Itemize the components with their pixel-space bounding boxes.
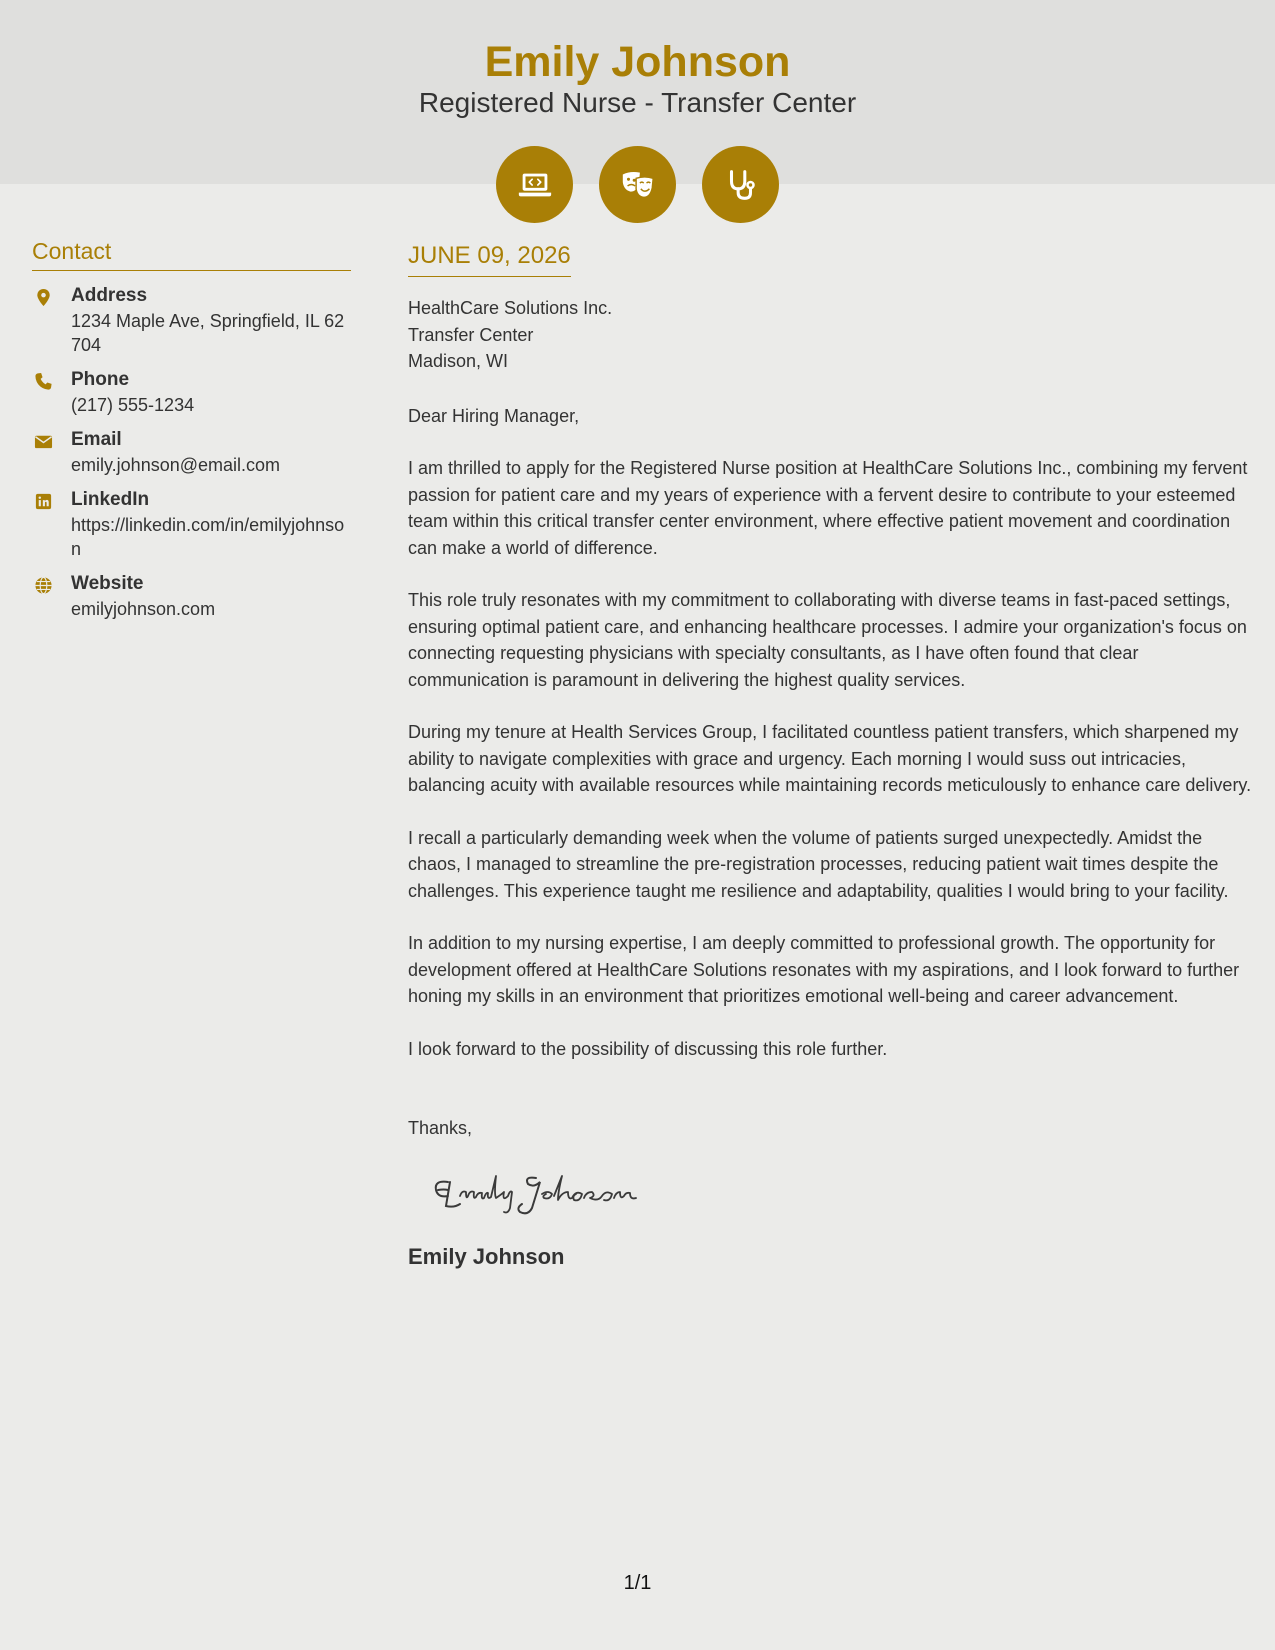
contact-section-title: Contact <box>32 236 351 271</box>
globe-icon <box>32 574 54 596</box>
contact-label-website: Website <box>71 573 144 594</box>
handwritten-signature <box>424 1162 664 1224</box>
recipient-block <box>408 295 1253 375</box>
applicant-name: Emily Johnson <box>484 38 791 86</box>
salutation: Dear Hiring Manager, <box>408 405 580 426</box>
page-number: 1/1 <box>623 1572 652 1594</box>
paragraph-6: I look forward to the possibility of discussing this role further. <box>408 1038 888 1059</box>
recipient-department: Transfer Center <box>408 324 534 345</box>
contact-label-phone: Phone <box>71 369 130 390</box>
contact-item-website <box>32 571 351 621</box>
contact-label-address: Address <box>71 285 148 306</box>
paragraph-5: In addition to my nursing expertise, I am deeply committed to professional growth. The opportunity for development offered at HealthCare Solutions resonates with my aspirations, and I look forward to further honing my skills in an environment that prioritizes emotional well-being and career advancement. <box>408 933 1240 1006</box>
recipient-location: Madison, WI <box>408 351 509 371</box>
location-pin-icon <box>32 286 54 308</box>
job-title: Registered Nurse - Transfer Center <box>418 87 857 118</box>
contact-list <box>32 283 351 621</box>
envelope-icon <box>32 430 54 452</box>
paragraph-1: I am thrilled to apply for the Registered Nurse position at HealthCare Solutions Inc., combining my fervent passion for patient care and my years of experience with a fervent desire to contribute to your esteemed team within this critical transfer center environment, where effective patient movement and coordination can make a world of difference. <box>408 458 1248 558</box>
closing: Thanks, <box>408 1118 473 1138</box>
laptop-code-icon <box>496 146 573 223</box>
contact-item-email <box>32 427 351 477</box>
contact-value-email: emily.johnson@email.com <box>71 455 281 475</box>
paragraph-3: During my tenure at Health Services Group, I facilitated countless patient transfers, which sharpened my ability to navigate complexities with grace and urgency. Each morning I would suss out intricacies, balancing acuity with available resources while maintaining records meticulously to enhance care delivery. <box>408 722 1252 795</box>
contact-item-phone <box>32 367 351 417</box>
contact-label-linkedin: LinkedIn <box>71 489 150 510</box>
letter-date: JUNE 09, 2026 <box>408 240 571 277</box>
theater-masks-icon <box>599 146 676 223</box>
signer-name: Emily Johnson <box>408 1243 565 1269</box>
contact-value-website[interactable]: emilyjohnson.com <box>71 599 216 619</box>
contact-value-phone: (217) 555-1234 <box>71 395 195 415</box>
contact-item-linkedin <box>32 487 351 561</box>
paragraph-4: I recall a particularly demanding week when the volume of patients surged unexpectedly. Amidst the chaos, I managed to streamline the pre-registration processes, reducing patient wait times despite the challenges. This experience taught me resilience and adaptability, qualities I would bring to your facility. <box>408 827 1229 901</box>
contact-item-address <box>32 283 351 357</box>
linkedin-icon <box>32 490 54 512</box>
contact-value-linkedin[interactable]: https://linkedin.com/in/emilyjohnson <box>71 515 345 559</box>
recipient-company: HealthCare Solutions Inc. <box>408 298 613 318</box>
phone-icon <box>32 370 54 392</box>
stethoscope-icon <box>702 146 779 223</box>
sidebar <box>32 236 351 631</box>
contact-value-address: 1234 Maple Ave, Springfield, IL 62704 <box>71 311 345 355</box>
paragraph-2: This role truly resonates with my commitment to collaborating with diverse teams in fast-paced settings, ensuring optimal patient care, and enhancing healthcare processes. I admire your organization's focus on connecting requesting physicians with specialty consultants, as I have often found that clear communication is paramount in delivering the highest quality services. <box>408 590 1247 690</box>
contact-label-email: Email <box>71 429 122 450</box>
header-icons <box>0 146 1275 223</box>
letter-body <box>408 240 1253 1271</box>
